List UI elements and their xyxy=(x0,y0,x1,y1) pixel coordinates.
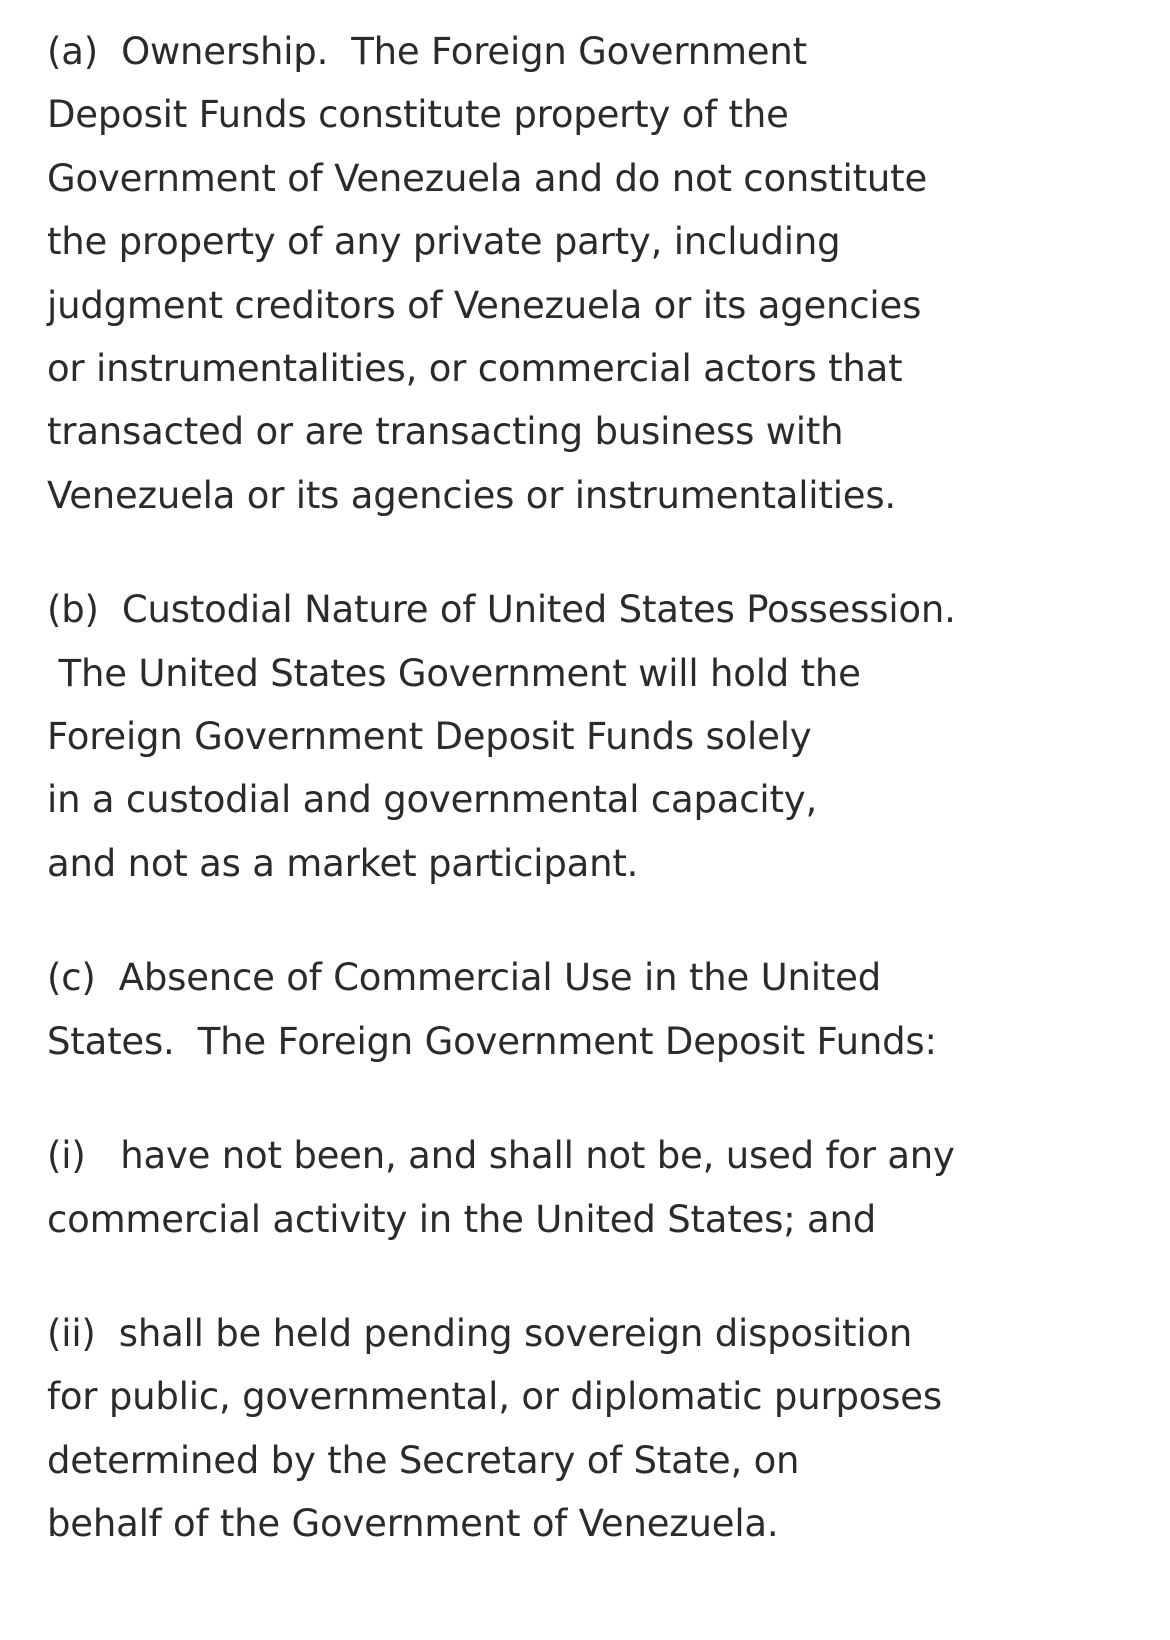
text-line: Foreign Government Deposit Funds solely xyxy=(47,715,812,759)
paragraph-i xyxy=(47,1124,1147,1251)
text-line: Government of Venezuela and do not constitute xyxy=(47,156,928,200)
text-line: and not as a market participant. xyxy=(47,841,639,885)
text-line: (c) Absence of Commercial Use in the United xyxy=(47,956,881,1000)
text-line: The United States Government will hold the xyxy=(47,651,861,695)
text-line: Deposit Funds constitute property of the xyxy=(47,93,789,137)
text-line: commercial activity in the United States; and xyxy=(47,1197,877,1241)
text-line: (ii) shall be held pending sovereign disposition xyxy=(47,1311,913,1355)
text-line: (a) Ownership. The Foreign Government xyxy=(47,30,807,73)
text-line: transacted or are transacting business with xyxy=(47,410,844,454)
text-line: (b) Custodial Nature of United States Possession. xyxy=(47,588,956,632)
text-line: Venezuela or its agencies or instrumentalities. xyxy=(47,473,896,517)
paragraph-ii xyxy=(47,1302,1147,1556)
paragraph-a-ownership xyxy=(47,20,1147,527)
text-line: States. The Foreign Government Deposit Funds: xyxy=(47,1019,937,1063)
text-line: or instrumentalities, or commercial actors that xyxy=(47,347,903,391)
paragraph-c-commercial-use xyxy=(47,946,1147,1073)
paragraph-b-custodial-nature xyxy=(47,578,1147,895)
text-line: for public, governmental, or diplomatic purposes xyxy=(47,1375,942,1419)
text-line: the property of any private party, including xyxy=(47,220,841,264)
text-line: behalf of the Government of Venezuela. xyxy=(47,1502,779,1546)
text-line: determined by the Secretary of State, on xyxy=(47,1438,800,1482)
document-body xyxy=(47,20,1147,1607)
text-line: in a custodial and governmental capacity, xyxy=(47,778,818,822)
text-line: (i) have not been, and shall not be, used for any xyxy=(47,1134,955,1178)
text-line: judgment creditors of Venezuela or its agencies xyxy=(47,283,922,327)
